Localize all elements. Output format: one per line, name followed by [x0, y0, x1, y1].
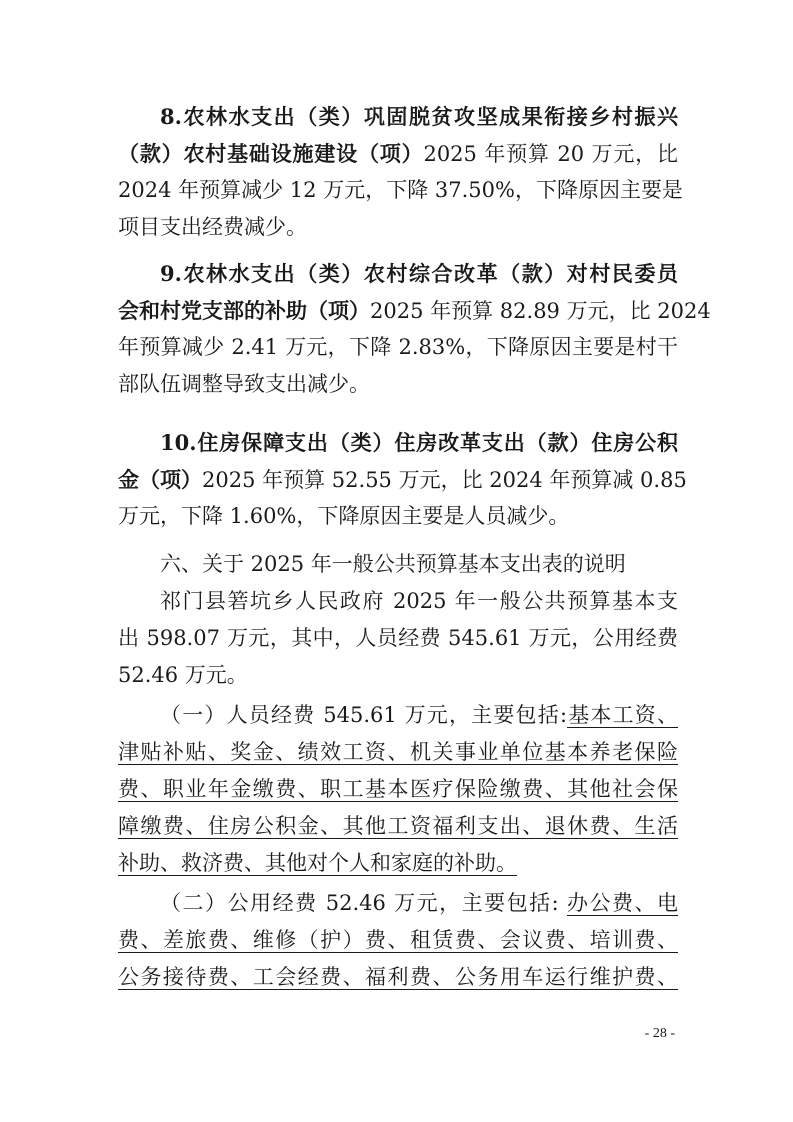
item-10-title-cont: 金（项） [118, 467, 202, 492]
personnel-expenses-paragraph [118, 697, 678, 882]
item-9-text: 2025 年预算 82.89 万元，比 2024 [370, 299, 711, 323]
item-9-title-cont: 会和村党支部的补助（项） [118, 298, 370, 323]
personnel-items-start: 基本工资、 [567, 703, 679, 727]
item-8-line-4: 项目支出经费减少。 [118, 215, 307, 239]
public-intro: （二）公用经费 52.46 万元，主要包括: [160, 891, 567, 915]
section-6-line-3: 52.46 万元。 [118, 663, 248, 687]
item-9-paragraph [118, 255, 711, 403]
section-6-line-1: 祁门县箬坑乡人民政府 2025 年一般公共预算基本支 [160, 589, 678, 613]
public-line-2: 费、差旅费、维修（护）费、租赁费、会议费、培训费、 [118, 928, 678, 952]
page-number: - 28 - [644, 1026, 675, 1041]
item-8-title-cont: （款）农村基础设施建设（项） [118, 141, 424, 166]
item-9-line-4: 部队伍调整导致支出减少。 [118, 372, 370, 396]
item-8-title: 8.农林水支出（类）巩固脱贫攻坚成果衔接乡村振兴 [160, 104, 678, 129]
section-6-heading: 六、关于 2025 年一般公共预算基本支出表的说明 [160, 552, 626, 576]
item-10-title: 10.住房保障支出（类）住房改革支出（款）住房公积 [160, 430, 678, 455]
item-9-line-3: 年预算减少 2.41 万元，下降 2.83%，下降原因主要是村干 [118, 335, 678, 359]
personnel-line-4: 障缴费、住房公积金、其他工资福利支出、退休费、生活 [118, 814, 678, 838]
item-10-paragraph [118, 424, 687, 535]
item-8-text: 2025 年预算 20 万元，比 [423, 142, 678, 166]
item-9-title: 9.农林水支出（类）农村综合改革（款）对村民委员 [160, 261, 678, 286]
section-6 [118, 546, 678, 694]
personnel-line-3: 费、职业年金缴费、职工基本医疗保险缴费、其他社会保 [118, 777, 678, 801]
item-10-text: 2025 年预算 52.55 万元，比 2024 年预算减 0.85 [202, 468, 687, 492]
public-line-3: 公务接待费、工会经费、福利费、公务用车运行维护费、 [118, 965, 678, 989]
section-6-line-2: 出 598.07 万元，其中，人员经费 545.61 万元，公用经费 [118, 626, 678, 650]
item-8-line-3: 2024 年预算减少 12 万元，下降 37.50%，下降原因主要是 [118, 178, 683, 202]
personnel-intro: （一）人员经费 545.61 万元，主要包括: [160, 703, 568, 727]
public-items-start: 办公费、电 [566, 891, 679, 915]
personnel-line-2: 津贴补贴、奖金、绩效工资、机关事业单位基本养老保险 [118, 740, 678, 764]
public-expenses-paragraph [118, 885, 678, 996]
item-8-paragraph [118, 98, 683, 246]
personnel-line-5: 补助、救济费、其他对个人和家庭的补助。 [118, 851, 517, 875]
item-10-line-3: 万元，下降 1.60%，下降原因主要是人员减少。 [118, 504, 570, 528]
